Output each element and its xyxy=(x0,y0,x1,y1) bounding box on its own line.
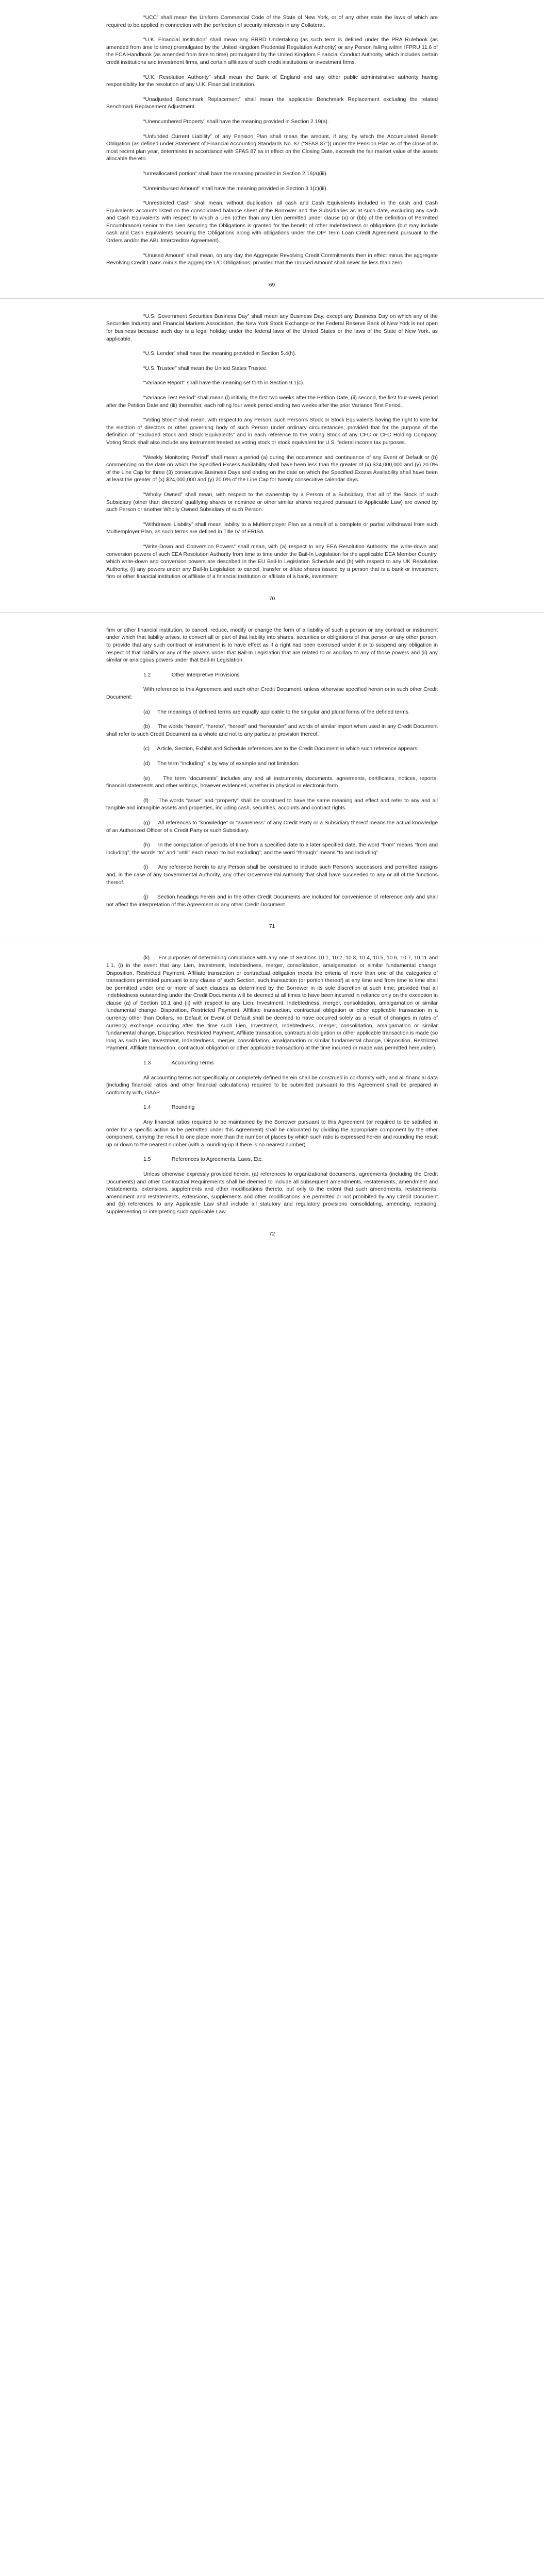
rounding-paragraph: Any financial ratios required to be maintained by the Borrower pursuant to this Agreement (or required to be satisfied in order for a specific action to be permitted under this Agreement) shall be calculated by dividing the appropriate component by the other component, carrying the result to one place more than the number of places by which such ratio is expressed herein and rounding the result up or down to the nearest number (with a rounding-up if there is no nearest number). xyxy=(106,1120,438,1148)
definition-voting-stock: “Voting Stock” shall mean, with respect to any Person, such Person’s Stock or Stock Equivalents having the right to vote for the election of directors or other governing body of such Person under ordinary circumstances; provided that for the purpose of the definition of “Excluded Stock and Stock Equivalents” and in each reference to the Voting Stock of any CFC or CFC Holding Company, Voting Stock shall also include any instrument treated as voting stock or stock equivalent for U.S. federal income tax purposes. xyxy=(106,417,438,446)
clause-k: (k) For purposes of determining compliance with any one of Sections 10.1, 10.2, 10.3, 10.4, 10.5, 10.6, 10.7, 10.11 and 1.1, (i) in the event that any Lien, Investment, Indebtedness, merger, consolidation, amalgamation or similar fundamental change, Disposition, Restricted Payment, Affiliate transaction or contractual obligation meets the criteria of more than one of the categories of transactions permitted pursuant to any clause of such Section, such transaction (or portion thereof) at any time and from time to time shall be permitted under one or more of such clauses as determined by the Borrower in its sole discretion at such time; provided that all Indebtedness outstanding under the Credit Documents will be deemed at all times to have been incurred in reliance only on the exception in clause (a) of Section 10.1 and (ii) with respect to any Lien, Investment, Indebtedness, merger, consolidation, amalgamation or similar fundamental change, Disposition, Restricted Payment, Affiliate transaction, contractual obligation or other applicable transaction in a currency other than Dollars, no Default or Event of Default shall be deemed to have occurred solely as a result of changes in rates of currency exchange occurring after the time such Lien, Investment, Indebtedness, merger, consolidation, amalgamation or similar fundamental change, Disposition, Restricted Payment, Affiliate transaction, contractual obligation or other applicable transaction is made (so long as such Lien, Investment, Indebtedness, merger, consolidation, amalgamation or similar fundamental change, Disposition, Restricted Payment, Affiliate transaction, contractual obligation or other applicable transaction) at the time incurred or made was permitted hereunder). xyxy=(106,955,438,1052)
definition-uk-resolution-authority: “U.K. Resolution Authority” shall mean the Bank of England and any other public administrative authority having responsibility for the resolution of any U.K. Financial Institution. xyxy=(106,74,438,88)
definition-us-trustee: “U.S. Trustee” shall mean the United States Trustee. xyxy=(143,365,268,371)
definition-unreimbursed-amount: “Unreimbursed Amount” shall have the meaning provided in Section 3.1(c)(iii). xyxy=(143,185,328,192)
clause-c: (c) Article, Section, Exhibit and Schedule references are to the Credit Document in which such reference appears. xyxy=(143,746,419,752)
section-heading-1-5 xyxy=(106,1156,438,1164)
clause-e: (e) The term “documents” includes any and all instruments, documents, agreements, certificates, notices, reports, financial statements and other writings, however evidenced, whether in physical or electronic form. xyxy=(106,775,438,789)
definition-unused-amount: “Unused Amount” shall mean, on any day the Aggregate Revolving Credit Commitments then in effect minus the aggregate Revolving Credit Loans minus the aggregate L/C Obligations; provided that the Unused Amount shall never be less than zero. xyxy=(106,252,438,266)
definition-unadjusted-benchmark-replacement: “Unadjusted Benchmark Replacement” shall mean the applicable Benchmark Replacement excluding the related Benchmark Replacement Adjustment. xyxy=(106,96,438,110)
section-number: 1.4 xyxy=(143,1105,151,1111)
section-heading-1-2 xyxy=(106,672,438,680)
definition-write-down-and-conversion-powers: “Write-Down and Conversion Powers” shall mean, with (a) respect to any EEA Resolution Authority, the write-down and conversion powers of such EEA Resolution Authority from time to time under the Bail-In Legislation for the applicable EEA Member Country, which write-down and conversion powers are described in the EU Bail-In Legislation Schedule and (b) with respect to any UK Resolution Authority, (i) any powers under any Bail-In Legislation to cancel, transfer or dilute shares issued by a person that is a bank or investment firm or other financial institution or affiliate of a financial institution or affiliate of a bank, investment xyxy=(106,544,438,580)
references-paragraph: Unless otherwise expressly provided herein, (a) references to organizational documents, agreements (including the Credit Documents) and other Contractual Requirements shall be deemed to include all subsequent amendments, restatements, amendment and restatements, extensions, supplements and other modifications thereto, but only to the extent that such amendments, restatements, amendment and restatements, extensions, supplements and other modifications are permitted or not prohibited by any Credit Document and (b) references to any Applicable Law shall include all statutory and regulatory provisions consolidating, amending, replacing, supplementing or interpreting such Applicable Law. xyxy=(106,1171,438,1215)
section-number: 1.3 xyxy=(143,1060,151,1066)
page-number: 70 xyxy=(269,596,275,602)
definition-weekly-monitoring-period: “Weekly Monitoring Period” shall mean a period (a) during the occurrence and continuance of any Event of Default or (b) commencing on the date on which the Specified Excess Availability shall have been less than the greater of (x) $24,000,000 and (y) 20.0% of the Line Cap for three (3) consecutive Business Days and ending on the date on which the Specified Excess Availability shall have been at least the greater of (x) $24,000,000 and (y) 20.0% of the Line Cap for twenty consecutive calendar days. xyxy=(106,454,438,483)
definition-variance-report: “Variance Report” shall have the meaning set forth in Section 9.1(c). xyxy=(143,380,305,386)
definition-variance-test-period: “Variance Test Period” shall mean (i) initially, the first two weeks after the Petition Date, (ii) second, the first four-week period after the Petition Date and (iii) thereafter, each rolling four week period ending two weeks after the prior Variance Test Period. xyxy=(106,395,438,409)
clause-b: (b) The words “herein”, “hereto”, “hereof” and “hereunder” and words of similar import when used in any Credit Document shall refer to such Credit Document as a whole and not to any particular provision thereof. xyxy=(106,724,438,737)
definition-us-government-securities-business-day: “U.S. Government Securities Business Day” shall mean any Business Day, except any Business Day on which any of the Securities Industry and Financial Markets Association, the New York Stock Exchange or the Federal Reserve Bank of New York is not open for business because such day is a legal holiday under the federal laws of the United States or the laws of the State of New York, as applicable. xyxy=(106,313,438,342)
definition-unfunded-current-liability: “Unfunded Current Liability” of any Pension Plan shall mean the amount, if any, by which the Accumulated Benefit Obligation (as defined under Statement of Financial Accounting Standards No. 87 (“SFAS 87”)) under the Pension Plan as of the close of its most recent plan year, determined in accordance with SFAS 87 as in effect on the Closing Date, exceeds the fair market value of the assets allocable thereto. xyxy=(106,133,438,162)
definition-unreallocated-portion: “unreallocated portion” shall have the meaning provided in Section 2.16(a)(iii). xyxy=(143,171,328,177)
clause-h: (h) In the computation of periods of time from a specified date to a later specified date, the word “from” means “from and including”; the words “to” and “until” each mean “to but excluding”; and the word “through” means “to and including”. xyxy=(106,842,438,856)
definition-unrestricted-cash: “Unrestricted Cash” shall mean, without duplication, all cash and Cash Equivalents included in the cash and Cash Equivalents accounts listed on the consolidated balance sheet of the Borrower and the Subsidiaries as at such date, excluding any cash and Cash Equivalents with respect to which a Lien (other than any Lien permitted under clause (x) or (bb) of the definition of Permitted Encumbrance) senior to the Lien securing the Obligations is granted for the benefit of other Indebtedness or obligations (but may include cash and Cash Equivalents securing the Obligations along with obligations under the DIP Term Loan Credit Agreement pursuant to the Orders and/or the ABL Intercreditor Agreement). xyxy=(106,200,438,244)
section-title: Accounting Terms xyxy=(171,1060,214,1066)
section-heading-1-3 xyxy=(106,1060,438,1067)
definition-us-lender: “U.S. Lender” shall have the meaning provided in Section 5.4(h). xyxy=(143,351,296,357)
definition-uk-financial-institution: “U.K. Financial Institution” shall mean any BRRD Undertaking (as such term is defined under the PRA Rulebook (as amended from time to time) promulgated by the United Kingdom Prudential Regulation Authority) or any Person falling within IFPRU 11.6 of the FCA Handbook (as amended from time to time) promulgated by the United Kingdom Financial Conduct Authority, which includes certain credit institutions and investment firms, and certain affiliates of such credit institutions or investment firms. xyxy=(106,37,438,65)
section-title: References to Agreements, Laws, Etc. xyxy=(171,1157,263,1163)
section-title: Rounding xyxy=(171,1105,195,1111)
section-number: 1.5 xyxy=(143,1157,151,1163)
section-title: Other Interpretive Provisions xyxy=(171,672,240,678)
clause-f: (f) The words “asset” and “property” shall be construed to have the same meaning and effect and refer to any and all tangible and intangible assets and properties, including cash, securities, accounts and contract rights. xyxy=(106,798,438,811)
document-page-71 xyxy=(0,612,544,940)
continued-paragraph: firm or other financial institution, to cancel, reduce, modify or change the form of a liability of such a person or any contract or instrument under which that liability arises, to convert all or part of that liability into shares, securities or obligations of that person or any other person, to provide that any such contract or instrument is to have effect as if a right had been exercised under it or to suspend any obligation in respect of that liability or any of the powers under that Bail-In Legislation that are related to or ancillary to any of those powers and (ii) any similar or analogous powers under that Bail-In Legislation. xyxy=(106,627,438,664)
accounting-terms-paragraph: All accounting terms not specifically or completely defined herein shall be construed in conformity with, and all financial data (including financial ratios and other financial calculations) required to be submitted pursuant to this Agreement shall be prepared in conformity with, GAAP. xyxy=(106,1075,438,1096)
section-number: 1.2 xyxy=(143,672,151,678)
definition-withdrawal-liability: “Withdrawal Liability” shall mean liability to a Multiemployer Plan as a result of a complete or partial withdrawal from such Multiemployer Plan, as such terms are defined in Title IV of ERISA. xyxy=(106,521,438,535)
page-number: 71 xyxy=(269,924,275,930)
page-number: 72 xyxy=(269,1231,275,1237)
document-page-69 xyxy=(0,0,544,298)
definition-ucc: “UCC” shall mean the Uniform Commercial Code of the State of New York, or of any other state the laws of which are required to be applied in connection with the perfection of security interests in any Collateral. xyxy=(106,15,438,28)
interpretive-intro: With reference to this Agreement and each other Credit Document, unless otherwise specified herein or in such other Credit Document: xyxy=(106,687,438,701)
definition-wholly-owned: “Wholly Owned” shall mean, with respect to the ownership by a Person of a Subsidiary, that all of the Stock of such Subsidiary (other than directors’ qualifying shares or nominee or other similar shares required pursuant to Applicable Law) are owned by such Person or another Wholly Owned Subsidiary of such Person. xyxy=(106,492,438,513)
definition-unencumbered-property: “Unencumbered Property” shall have the meaning provided in Section 2.19(a). xyxy=(143,118,329,125)
document-page-70 xyxy=(0,298,544,612)
clause-a: (a) The meanings of defined terms are equally applicable to the singular and plural forms of the defined terms. xyxy=(143,709,410,715)
section-heading-1-4 xyxy=(106,1104,438,1112)
clause-i: (i) Any reference herein to any Person shall be construed to include such Person’s successors and permitted assigns and, in the case of any Governmental Authority, any other Governmental Authority that shall have succeeded to any or all of the functions thereof. xyxy=(106,865,438,886)
clause-d: (d) The term “including” is by way of example and not limitation. xyxy=(143,761,300,767)
clause-g: (g) All references to “knowledge” or “awareness” of any Credit Party or a Subsidiary thereof means the actual knowledge of an Authorized Officer of a Credit Party or such Subsidiary. xyxy=(106,820,438,834)
clause-j: (j) Section headings herein and in the other Credit Documents are included for convenience of reference only and shall not affect the interpretation of this Agreement or any other Credit Document. xyxy=(106,894,438,908)
page-number: 69 xyxy=(269,282,275,288)
document-page-72 xyxy=(0,940,544,1247)
